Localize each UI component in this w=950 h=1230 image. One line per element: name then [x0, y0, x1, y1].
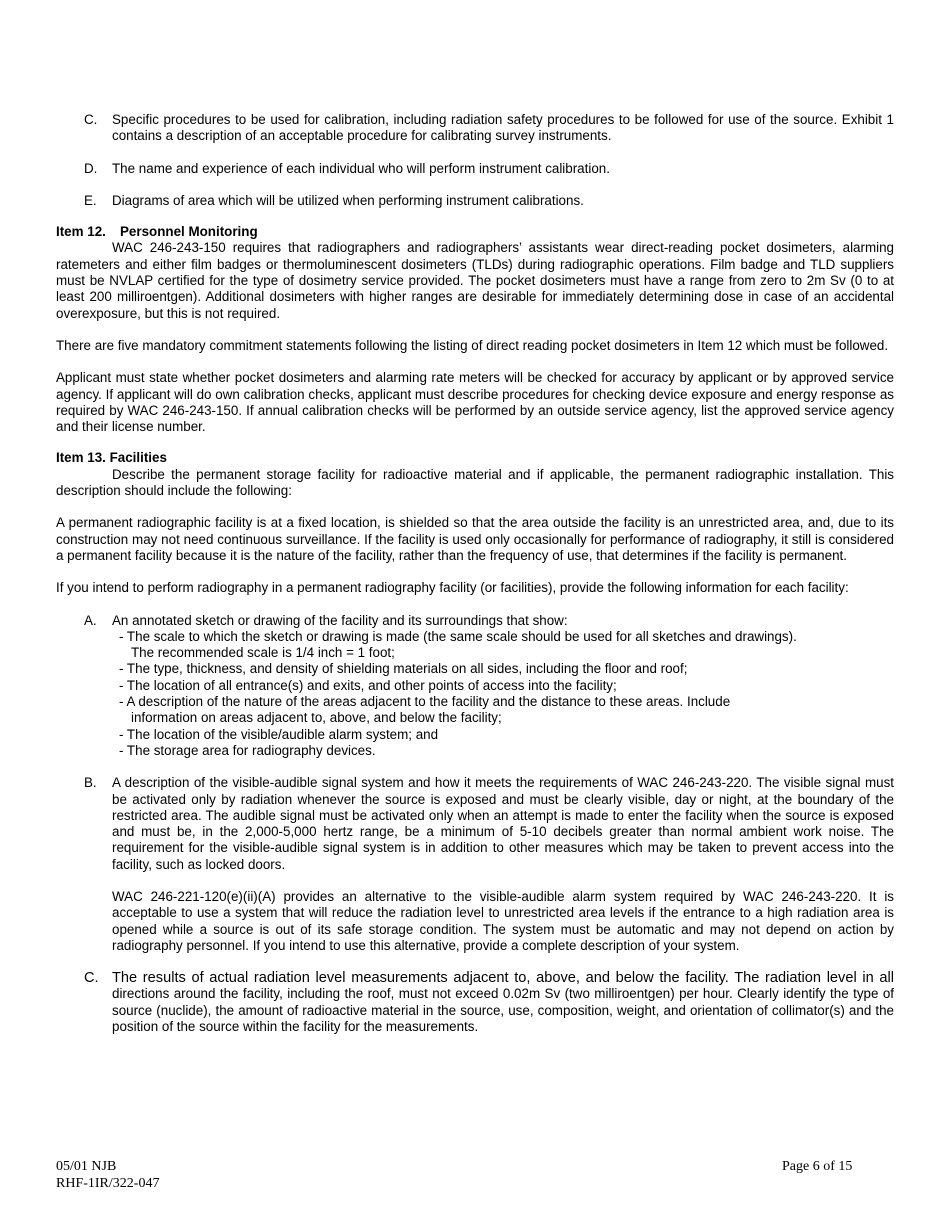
facility-item-c: [56, 970, 894, 1035]
facility-item-c-lead: The results of actual radiation level measurements adjacent to, above, and below the facility. The radiation level in all: [112, 970, 894, 987]
list-item: - The location of all entrance(s) and exits, and other points of access into the facility;: [119, 677, 617, 693]
list-letter: C.: [84, 970, 99, 987]
list-item: - The scale to which the sketch or drawing is made (the same scale should be used for all sketches and drawings). The recommended scale is 1/4 inch = 1 foot;: [119, 628, 797, 661]
footer-form-number: RHF-1IR/322-047: [56, 1176, 160, 1191]
facility-item-b-paragraph-2: WAC 246-221-120(e)(ii)(A) provides an alternative to the visible-audible alarm system required by WAC 246-243-220. It is acceptable to use a system that will reduce the radiation level to unrestricted area levels if the entrance to a high radiation area is opened while a source is out of its safe storage condition. The system must be automatic and may not depend on action by radiography personnel. If you intend to use this alternative, provide a complete description of your system.: [112, 888, 894, 953]
item13-heading: Item 13. Facilities: [56, 450, 167, 466]
facility-item-a-intro: An annotated sketch or drawing of the facility and its surroundings that show:: [112, 612, 568, 628]
facility-item-b: [56, 775, 894, 954]
item12-number: Item 12.: [56, 224, 106, 240]
list-letter: B.: [84, 775, 97, 791]
footer-left: [56, 1158, 159, 1192]
item13-paragraph-3: If you intend to perform radiography in a permanent radiography facility (or facilities), provide the following information for each facility:: [56, 580, 849, 596]
list-letter: D.: [84, 160, 98, 176]
list-item: - A description of the nature of the areas adjacent to the facility and the distance to these areas. Include information on areas adjacent to, above, and below the facility;: [119, 694, 731, 726]
item12-title: Personnel Monitoring: [120, 224, 258, 240]
list-item: - The location of the visible/audible alarm system; and: [119, 726, 439, 742]
list-text: The name and experience of each individual who will perform instrument calibration.: [112, 160, 610, 176]
facility-item-b-paragraph-1: A description of the visible-audible signal system and how it meets the requirements of WAC 246-243-220. The visible signal must be activated only by radiation whenever the source is exposed and must be clearly visible, day or night, at the boundary of the restricted area. The audible signal must be activated only when an attempt is made to enter the facility when the source is exposed and must be, in the 2,000-5,000 hertz range, be a minimum of 5-10 decibels greater than normal ambient work noise. The requirement for the visible-audible signal system is in addition to other measures which may be taken to prevent access into the facility, such as locked doors.: [112, 775, 894, 872]
item13-paragraph-1: Describe the permanent storage facility for radioactive material and if applicable, the permanent radiographic installation. This description should include the following:: [56, 466, 894, 499]
item13-paragraph-2: A permanent radiographic facility is at a fixed location, is shielded so that the area outside the facility is an unrestricted area, and, due to its construction may not need continuous surveillance. If the facility is used only occasionally for performance of radiography, it still is considered a permanent facility because it is the nature of the facility, rather than the frequency of use, that determines if the facility is permanent.: [56, 515, 894, 563]
list-letter: E.: [84, 192, 97, 208]
list-item-e: [56, 193, 894, 209]
facility-item-a: [56, 613, 894, 760]
list-item-d: [56, 161, 894, 177]
list-letter: A.: [84, 612, 97, 628]
page-number: Page 6 of 15: [782, 1159, 853, 1174]
footer-revision: 05/01 NJB: [56, 1159, 117, 1174]
item12-paragraph-2: There are five mandatory commitment statements following the listing of direct reading pocket dosimeters in Item 12 which must be followed.: [56, 337, 889, 353]
list-text: Specific procedures to be used for calibration, including radiation safety procedures to be followed for use of the source. Exhibit 1 contains a description of an acceptable procedure for calibrating survey instruments.: [112, 112, 894, 144]
item12-paragraph-3: Applicant must state whether pocket dosimeters and alarming rate meters will be checked for accuracy by applicant or by approved service agency. If applicant will do own calibration checks, applicant must describe procedures for checking device exposure and energy response as required by WAC 246-243-150. If annual calibration checks will be performed by an outside service agency, list the approved service agency and their license number.: [56, 370, 894, 435]
list-item: - The storage area for radiography devices.: [119, 742, 376, 758]
list-item: - The type, thickness, and density of shielding materials on all sides, including the floor and roof;: [119, 661, 688, 677]
item12-heading: [56, 224, 894, 240]
list-text: Diagrams of area which will be utilized when performing instrument calibrations.: [112, 192, 584, 208]
document-page: [56, 112, 894, 1051]
list-item-c: [56, 112, 894, 145]
item12-paragraph-1: WAC 246-243-150 requires that radiographers and radiographers’ assistants wear direct-reading pocket dosimeters, alarming ratemeters and either film badges or thermoluminescent dosimeters (TLDs) during radiographic operations. Film badge and TLD suppliers must be NVLAP certified for the type of dosimetry service provided. The pocket dosimeters must have a range from zero to 2m Sv (0 to at least 200 milliroentgen). Additional dosimeters with higher ranges are desirable for immediately determining dose in case of an accidental overexposure, but this is not required.: [56, 240, 894, 321]
list-letter: C.: [84, 112, 98, 127]
sketch-requirements-list: [112, 629, 894, 759]
facility-item-c-rest: directions around the facility, including the roof, must not exceed 0.02m Sv (two milliroentgen) per hour. Clearly identify the type of source (nuclide), the amount of radioactive material in the source, use, composition, weight, and orientation of collimator(s) and the position of the source within the facility for the measurements.: [112, 986, 894, 1035]
